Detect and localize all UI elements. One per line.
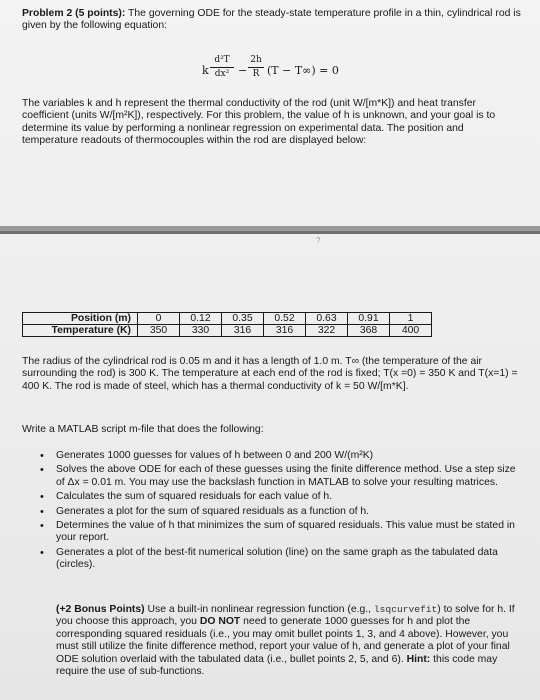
table-cell: 368 [348, 325, 390, 337]
problem-heading: Problem 2 (5 points): [22, 8, 126, 19]
list-item: • Generates 1000 guesses for values of h between 0 and 200 W/(m²K) [40, 450, 518, 462]
table-cell: 316 [264, 325, 306, 337]
table-cell: 0 [138, 313, 180, 325]
list-item: • Generates a plot of the best-fit numerical solution (line) on the same graph as the tabulated data (circles). [40, 547, 518, 572]
eq-frac2-num: 2h [250, 55, 262, 65]
bonus-text-1: Use a built-in nonlinear regression function (e.g., [144, 604, 374, 615]
bonus-paragraph [56, 604, 518, 678]
table-row-position [23, 313, 432, 325]
list-item: • Solves the above ODE for each of these guesses using the finite difference method. Use a step size of Δx = 0.01 m. You may use the backslash function in MATLAB to solve your resulting matrices. [40, 464, 518, 489]
task-list [40, 450, 518, 572]
eq-frac1-bar [210, 67, 234, 68]
table-cell: 0.63 [306, 313, 348, 325]
paragraph-variables: The variables k and h represent the thermal conductivity of the rod (unit W/[m*K]) and heat transfer coefficient (units W/[m²K]), respectively. For this problem, the value of h is unknown, and your goal is to determine its value by performing a nonlinear regression on experimental data. The position and temperature readouts of thermocouples within the rod are displayed below: [22, 98, 496, 147]
divider-bar [0, 226, 540, 234]
table-cell: 350 [138, 325, 180, 337]
table-cell: 1 [390, 313, 432, 325]
list-item: • Calculates the sum of squared residuals for each value of h. [40, 491, 518, 503]
paragraph-rod-properties: The radius of the cylindrical rod is 0.05 m and it has a length of 1.0 m. T∞ (the temperature of the air surrounding the rod) is 300 K. The temperature at each end of the rod is fixed; T(x =0) = 350 K and T(x=1) = 400 K. The rod is made of steel, which has a thermal conductivity of k = 50 W/[m*K]. [22, 356, 518, 392]
table-cell: 322 [306, 325, 348, 337]
bonus-label: (+2 Bonus Points) [56, 604, 145, 615]
eq-rest: (T − T∞) = 0 [267, 64, 339, 77]
instruction-text: Write a MATLAB script m-file that does the following: [22, 424, 264, 435]
eq-frac2-den: R [252, 69, 260, 79]
bonus-code: lsqcurvefit [373, 604, 438, 615]
bonus-emphasis: DO NOT [199, 616, 241, 628]
table-cell: 330 [180, 325, 222, 337]
table-header-position: Position (m) [23, 313, 138, 325]
list-item: • Generates a plot for the sum of squared residuals as a function of h. [40, 506, 518, 518]
eq-minus: − [238, 64, 248, 77]
hint-label: Hint: [406, 653, 431, 665]
table-cell: 0.91 [348, 313, 390, 325]
thermocouple-table [22, 312, 432, 337]
table-cell: 0.12 [180, 313, 222, 325]
table-header-temperature: Temperature (K) [23, 325, 138, 337]
table-row-temperature [23, 325, 432, 337]
table-cell: 0.35 [222, 313, 264, 325]
hint-text: this code may require the use of sub-functions. [56, 653, 498, 678]
eq-fraction-second-derivative [210, 55, 234, 80]
eq-frac1-den: dx² [214, 69, 230, 79]
governing-equation [200, 55, 400, 87]
problem-intro-text: The governing ODE for the steady-state temperature profile in a thin, cylindrical rod is given by the following equation: [22, 8, 521, 32]
faint-mark: ? [316, 236, 321, 245]
table-cell: 0.52 [264, 313, 306, 325]
eq-frac1-num: d²T [214, 55, 230, 65]
eq-frac2-bar [248, 67, 264, 68]
bonus-text-2: ) to solve for h. If you choose this approach, you [56, 604, 515, 628]
eq-fraction-2h-over-r [248, 55, 264, 80]
table-cell: 400 [390, 325, 432, 337]
problem-intro [22, 8, 522, 33]
task-list-wrapper [40, 450, 518, 574]
table-cell: 316 [222, 325, 264, 337]
eq-k: k [202, 64, 209, 77]
list-item: • Determines the value of h that minimizes the sum of squared residuals. This value must be stated in your report. [40, 520, 518, 545]
bonus-text-3: need to generate 1000 guesses for h and plot the corresponding squared residuals (i.e., you may omit bullet points 1, 3, and 4 above). However, you must still utilize the finite difference method, report your value of h, and generate a plot of your final ODE solution overlaid with the tabulated data (i.e., bullet points 2, 5, and 6). [56, 616, 510, 665]
